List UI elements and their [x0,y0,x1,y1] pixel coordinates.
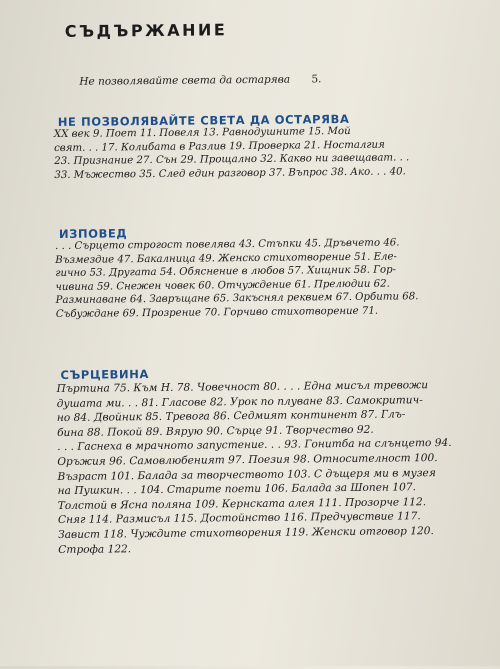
toc-line: Възраст 101. Балада за творчеството 103. С дъщеря ми в музея [57,466,436,483]
section-3-entries [57,378,463,557]
intro-entry [79,73,321,88]
toc-line: душата ми. . . 81. Гласове 82. Урок по плуване 83. Самокритич- [56,393,423,410]
toc-line: Оръжия 96. Самовлюбеният 97. Поезия 98. Относителност 100. [57,452,438,468]
section-title-1: НЕ ПОЗВОЛЯВАЙТЕ СВЕТА ДА ОСТАРЯВА [57,111,350,130]
toc-line: гично 53. Другата 54. Обяснение в любов 57. Хищник 58. Гор- [55,264,397,280]
section-title-3: СЪРЦЕВИНА [60,367,150,382]
toc-line: чивина 59. Снежен човек 60. Отчуждение 61. Прелюдии 62. [55,278,390,293]
section-2-entries [55,236,460,322]
toc-line: Толстой в Ясна поляна 109. Кернската алея 111. Прозорче 112. [57,495,427,512]
section-title-2: ИЗПОВЕД [58,226,128,241]
toc-line: бина 88. Покой 89. Вярую 90. Сърце 91. Творчество 92. [56,423,374,439]
toc-line: Събуждане 69. Прозрение 70. Горчиво стихотворение 71. [55,305,379,321]
toc-line: Сняг 114. Размисъл 115. Достойнство 116. Предчувствие 117. [57,510,421,527]
section-1-entries [54,124,459,183]
toc-line: XX век 9. Поет 11. Повеля 13. Равнодушните 15. Мой [53,125,351,141]
toc-line: Строфа 122. [58,542,132,556]
toc-line: . . . Сърцето строгост повелява 43. Стъпки 45. Дръвчето 46. [55,237,400,253]
toc-line: 23. Признание 27. Сън 29. Прощално 32. Какво ни завещават. . . [54,152,410,168]
intro-entry-page: 5. [311,73,322,86]
toc-line: . . . Гаснеха в мрачното запустение. . . 93. Гонитба на слънцето 94. [57,437,452,454]
toc-line: Завист 118. Чуждите стихотворения 119. Женски отговор 120. [58,525,434,541]
toc-line: Разминаване 64. Завръщане 65. Закъснял реквием 67. Орбити 68. [55,291,419,307]
toc-line: Възмездие 47. Бакалница 49. Женско стихотворение 51. Еле- [55,251,397,266]
toc-line: на Пушкин. . . 104. Старите поети 106. Балада за Шопен 107. [57,481,416,498]
page-title: СЪДЪРЖАНИЕ [64,20,228,41]
toc-line: свят. . . 17. Колибата в Разлив 19. Проверка 21. Носталгия [53,139,385,154]
toc-line: 33. Мъжество 35. След един разговор 37. Въпрос 38. Ако. . . 40. [54,166,406,181]
toc-line: но 84. Двойник 85. Тревога 86. Седмият континент 87. Глъ- [56,408,406,425]
toc-line: Пъртина 75. Към Н. 78. Човечност 80. . . . Една мисъл тревожи [56,379,429,396]
intro-entry-title: Не позволявайте света да остарява [79,73,291,88]
